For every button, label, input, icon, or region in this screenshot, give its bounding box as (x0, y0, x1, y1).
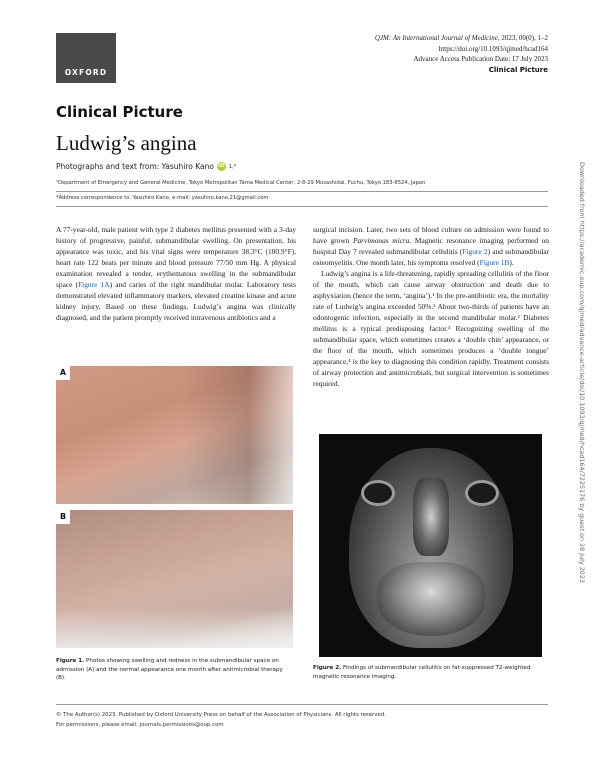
paragraph (313, 224, 549, 268)
footer-divider (56, 704, 548, 705)
figure-1-caption (56, 657, 292, 683)
photo-panel-b (56, 510, 293, 648)
figure-1b-link[interactable]: Figure 1B (479, 258, 510, 267)
article-title: Ludwig’s angina (56, 131, 197, 155)
journal-header (375, 33, 548, 75)
copyright: © The Author(s) 2023. Published by Oxford University Press on behalf of the Association of Physicians. All rights reserved. (56, 712, 386, 718)
figure-1[interactable] (56, 366, 293, 648)
species-name: Parvimonas micra (352, 236, 410, 245)
citation-rest: , 2023, 00(0), 1–2 (497, 34, 548, 42)
body-left-column (56, 224, 296, 323)
divider (56, 191, 548, 192)
journal-name: QJM: An International Journal of Medicine (374, 34, 498, 42)
citation-line (375, 33, 548, 44)
download-watermark (578, 162, 586, 610)
permissions: For permissions, please email: journals.permissions@oup.com (56, 722, 224, 728)
paragraph: Ludwig’s angina is a life-threatening, rapidly spreading cellulitis of the floor of the mouth, which can cause airway obstruction and death due to asphyxiation (hence the term, ‘angina’).¹ In the pre-antibiotic era, the mortality rate of Ludwig’s angina exceeded 50%.² About two-thirds of patients have an odontogenic infection, especially in the second mandibular molar.² Diabetes mellitus is a typical predisposing factor.³ Recognizing swelling of the submandibular space, which sometimes creates a ‘double chin’ appearance, or the floor of the mouth, which sometimes produces a ‘double tongue’ appearance,⁴ is the key to diagnosing this condition rapidly. Treatment consists of airway protection and antimicrobials, but surgical intervention is sometimes required. (313, 269, 549, 388)
photo-shading (56, 608, 293, 648)
figure-2-mri[interactable] (319, 434, 542, 657)
text-run: ) and caries of the right mandibular molar. Laboratory tests demonstrated elevated inflammatory markers, elevated creatine kinase and acute kidney injury. Based on these findings, Ludwig’s angina was clinically diagnosed, and the patient promptly received intravenous antibiotics and a (56, 280, 296, 322)
figure-2-caption (313, 664, 549, 681)
caption-label: Figure 2. (313, 665, 342, 671)
author-superscript: 1,* (228, 163, 237, 170)
authors-text: Photographs and text from: Yasuhiro Kano (56, 162, 214, 171)
affiliation: ¹Department of Emergency and General Medicine, Tokyo Metropolitan Tama Medical Center, 2-8-29 Musashidai, Fuchu, Tokyo 183-8524, Japan (56, 180, 426, 186)
section-label: Clinical Picture (56, 103, 183, 121)
figure-2-link[interactable]: Figure 2 (462, 247, 488, 256)
advance-access-date: Advance Access Publication Date: 17 July 2023 (413, 55, 548, 63)
body-right-column (313, 224, 549, 389)
divider (56, 206, 548, 207)
mri-submandibular-region (377, 562, 485, 636)
oxford-logo[interactable] (56, 33, 116, 83)
mri-nasal-cavity (413, 478, 449, 556)
photo-panel-a (56, 366, 293, 504)
caption-text: Findings of submandibular cellulitis on fat-suppressed T2-weighted magnetic resonance imaging. (313, 665, 531, 680)
panel-label-a: A (56, 366, 70, 380)
text-run: . Magnetic resonance imaging performed on hospital Day 7 revealed submandibular cellulitis ( (313, 236, 550, 256)
text-run: ) and submandibular osteomyelitis. One month later, his symptoms resolved ( (313, 247, 549, 267)
logo-text: OXFORD (64, 68, 108, 77)
mri-orbit-left (361, 480, 395, 506)
panel-label-b: B (56, 510, 70, 524)
figure-1a-link[interactable]: Figure 1A (78, 280, 110, 289)
article-type: Clinical Picture (488, 65, 548, 74)
text-run: A 77-year-old, male patient with type 2 diabetes mellitus presented with a 3-day history of progressive, painful, submandibular swelling. On presentation, his appearance was toxic, and his vital signs were temperature 38.3°C (100.9°F), heart rate 122 beats per minute and blood pressure 77/50 mm Hg. A physical examination revealed a tender, erythematous swelling in the submandibular space ( (56, 225, 296, 289)
orcid-icon[interactable]: iD (218, 163, 225, 169)
photo-shading (183, 366, 293, 504)
caption-text: Photos showing swelling and redness in the submandibular space on admission (A) and the normal appearance one month after antimicrobial therapy (B). (56, 658, 283, 681)
caption-label: Figure 1. (56, 658, 85, 664)
doi-link[interactable]: https://doi.org/10.1093/qjmed/hcad164 (438, 44, 548, 53)
correspondence: *Address correspondence to: Yasuhiro Kano, e-mail: yasuhiro.kano.21@gmail.com (56, 195, 269, 201)
author-line (56, 162, 236, 171)
download-note: Downloaded from https://academic.oup.com/qjmed/advance-article/doi/10.1093/qjmed/hcad164/7225176 by guest on 28 July 2023 (578, 162, 586, 583)
text-run: ). (509, 258, 514, 267)
mri-orbit-right (465, 480, 499, 506)
paragraph (56, 224, 296, 323)
text-run: surgical incision. Later, two sets of blood culture on admission were found to have grown (313, 225, 549, 245)
